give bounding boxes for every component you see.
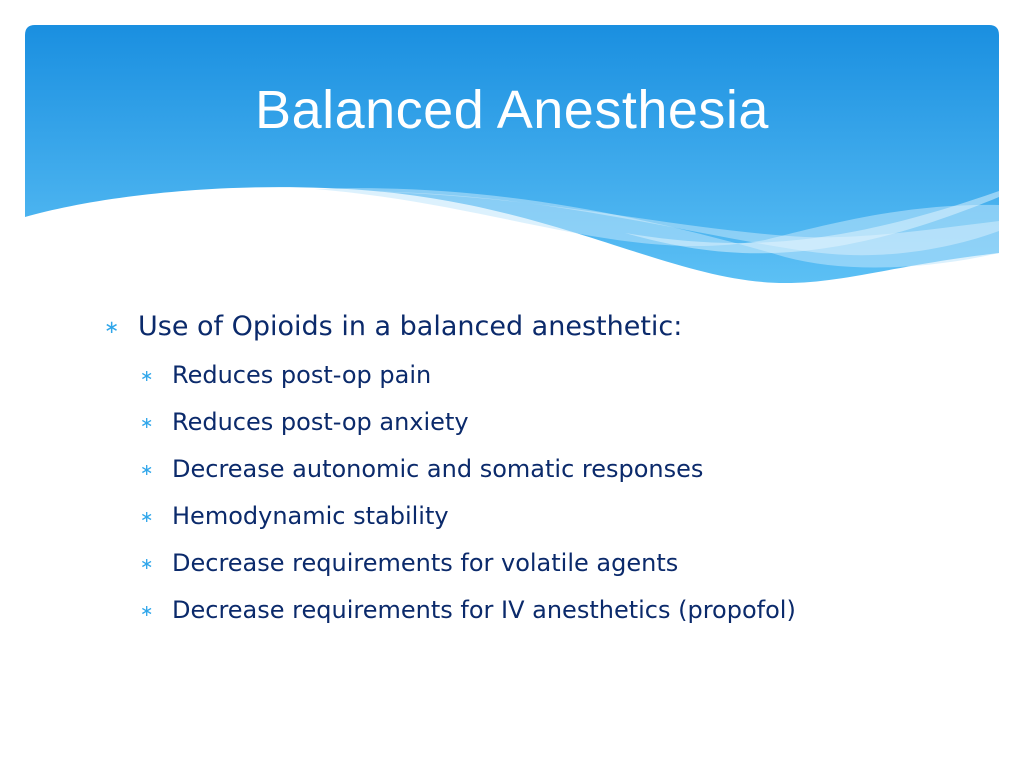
sub-bullet-text: Reduces post-op pain (172, 361, 432, 389)
sub-bullet-text: Decrease requirements for volatile agents (172, 549, 679, 577)
asterisk-bullet-icon: ∗ (140, 413, 154, 432)
asterisk-bullet-icon: ∗ (140, 554, 154, 573)
sub-bullet-item (140, 447, 964, 494)
sub-bullet-text: Decrease requirements for IV anesthetics (propofol) (172, 596, 796, 624)
sub-bullet-item (140, 400, 964, 447)
sub-bullet-item (140, 588, 964, 635)
slide-content (104, 306, 964, 635)
sub-bullet-text: Decrease autonomic and somatic responses (172, 455, 704, 483)
sub-bullet-item (140, 353, 964, 400)
header-wave-graphic (25, 25, 999, 290)
asterisk-bullet-icon: ∗ (104, 317, 120, 338)
asterisk-bullet-icon: ∗ (140, 507, 154, 526)
sub-bullet-text: Hemodynamic stability (172, 502, 449, 530)
asterisk-bullet-icon: ∗ (140, 460, 154, 479)
sub-bullet-list (104, 353, 964, 635)
main-bullet-text: Use of Opioids in a balanced anesthetic: (138, 311, 683, 342)
asterisk-bullet-icon: ∗ (140, 366, 154, 385)
header-banner (25, 25, 999, 290)
main-bullet-item (104, 306, 964, 351)
asterisk-bullet-icon: ∗ (140, 601, 154, 620)
sub-bullet-item (140, 494, 964, 541)
sub-bullet-text: Reduces post-op anxiety (172, 408, 469, 436)
slide-title: Balanced Anesthesia (255, 80, 769, 140)
sub-bullet-item (140, 541, 964, 588)
